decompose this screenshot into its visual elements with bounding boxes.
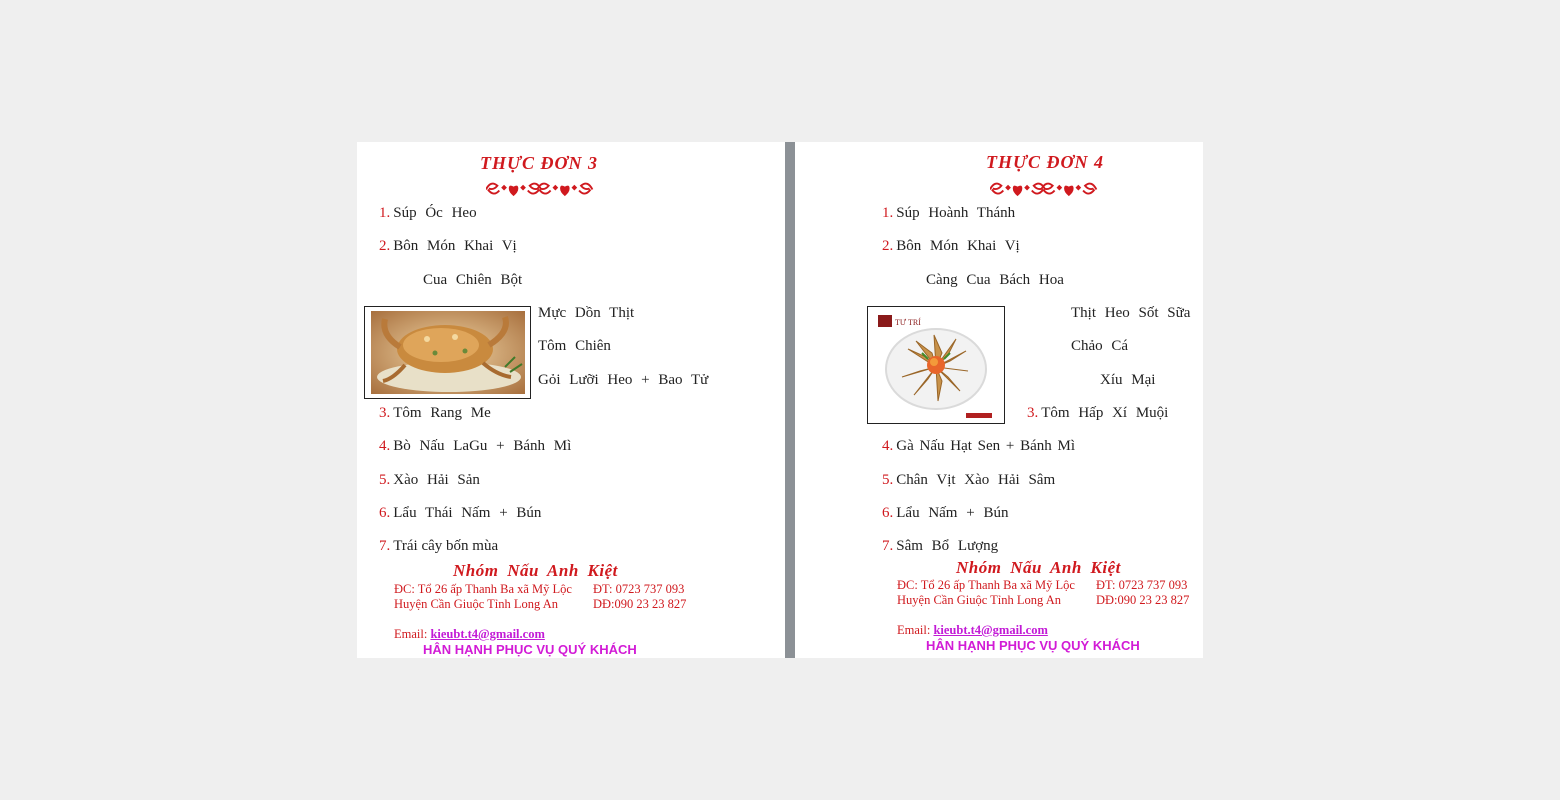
menu-page-3 — [357, 142, 785, 658]
address-line: ĐC: Tổ 26 ấp Thanh Ba xã Mỹ Lộc — [394, 582, 572, 596]
heart-ornament-icon — [990, 180, 1098, 204]
menu-item: 6. Lẩu Nấm + Bún — [882, 505, 1009, 521]
email-label: Email: — [897, 623, 931, 637]
menu-item: 2. Bôn Món Khai Vị — [379, 238, 517, 254]
menu-item: 7. Sâm Bổ Lượng — [882, 538, 999, 554]
mobile-line: DĐ:090 23 23 827 — [1096, 593, 1190, 607]
crab-photo — [364, 306, 531, 399]
email-line — [394, 627, 545, 642]
menu-item: 7. Trái cây bốn mùa — [379, 538, 499, 554]
menu-item: 4. Bò Nấu LaGu + Bánh Mì — [379, 438, 572, 454]
heart-ornament-icon — [486, 180, 594, 204]
menu-item: 5. Chân Vịt Xào Hải Sâm — [882, 472, 1056, 488]
menu-item: 6. Lẩu Thái Nấm + Bún — [379, 505, 542, 521]
phone-line: ĐT: 0723 737 093 — [593, 582, 685, 596]
logo-text: TƯ TRÍ — [895, 318, 921, 327]
menu-subitem: Tôm Chiên — [538, 338, 611, 354]
menu-item: 4. Gà Nấu Hạt Sen + Bánh Mì — [882, 438, 1076, 454]
menu-item: 3. Tôm Hấp Xí Muội — [1027, 405, 1169, 421]
brand-name: Nhóm Nấu Anh Kiệt — [956, 558, 1121, 577]
menu-title: THỰC ĐƠN 3 — [480, 153, 598, 173]
menu-subitem: Càng Cua Bách Hoa — [926, 272, 1064, 288]
menu-item: 3. Tôm Rang Me — [379, 405, 491, 421]
page-divider — [785, 142, 795, 658]
menu-subitem: Cua Chiên Bột — [423, 272, 523, 288]
menu-item: 1. Súp Hoành Thánh — [882, 205, 1016, 221]
welcome-message: HÂN HẠNH PHỤC VỤ QUÝ KHÁCH — [926, 638, 1140, 653]
email-line — [897, 623, 1048, 638]
brand-name: Nhóm Nấu Anh Kiệt — [453, 561, 618, 580]
welcome-message: HÂN HẠNH PHỤC VỤ QUÝ KHÁCH — [423, 642, 637, 657]
email-link[interactable]: kieubt.t4@gmail.com — [933, 623, 1048, 637]
email-link[interactable]: kieubt.t4@gmail.com — [430, 627, 545, 641]
menu-title: THỰC ĐƠN 4 — [986, 152, 1104, 172]
menu-item: 5. Xào Hải Sản — [379, 472, 480, 488]
dish-photo — [867, 306, 1005, 424]
menu-subitem: Thịt Heo Sốt Sữa — [1071, 305, 1191, 321]
menu-subitem: Mực Dồn Thịt — [538, 305, 635, 321]
address-line: Huyện Cần Giuộc Tỉnh Long An — [394, 597, 558, 611]
menu-item: 2. Bôn Món Khai Vị — [882, 238, 1020, 254]
menu-subitem: Gỏi Lưỡi Heo + Bao Tử — [538, 372, 709, 388]
menu-subitem: Chảo Cá — [1071, 338, 1129, 354]
phone-line: ĐT: 0723 737 093 — [1096, 578, 1188, 592]
mobile-line: DĐ:090 23 23 827 — [593, 597, 687, 611]
address-line: Huyện Cần Giuộc Tỉnh Long An — [897, 593, 1061, 607]
menu-item: 1. Súp Óc Heo — [379, 205, 477, 221]
menu-subitem: Xíu Mại — [1100, 372, 1156, 388]
address-line: ĐC: Tổ 26 ấp Thanh Ba xã Mỹ Lộc — [897, 578, 1075, 592]
email-label: Email: — [394, 627, 428, 641]
menu-page-4 — [795, 142, 1203, 658]
